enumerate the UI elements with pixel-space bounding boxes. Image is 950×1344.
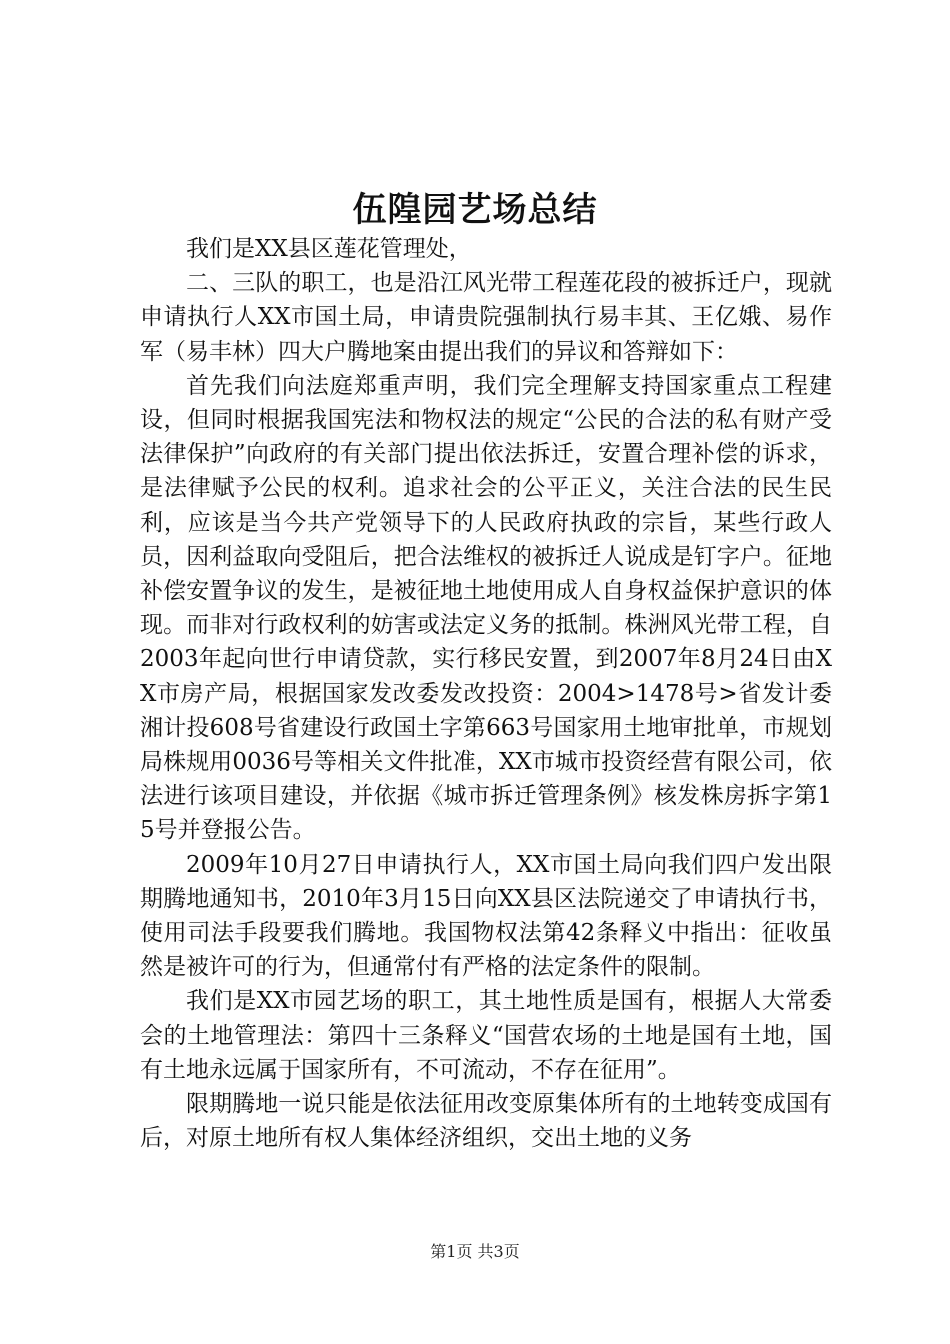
paragraph: 二、三队的职工，也是沿江风光带工程莲花段的被拆迁户，现就申请执行人XX市国土局，申请贵院强制执行易丰其、王亿娥、易作军（易丰林）四大户腾地案由提出我们的异议和答辩如下：: [140, 270, 832, 365]
document-body: [140, 232, 832, 1155]
paragraph: 首先我们向法庭郑重声明，我们完全理解支持国家重点工程建设，但同时根据我国宪法和物权法的规定“公民的合法的私有财产受法律保护”向政府的有关部门提出依法拆迁，安置合理补偿的诉求，是法律赋予公民的权利。追求社会的公平正义，关注合法的民生民利，应该是当今共产党领导下的人民政府执政的宗旨，某些行政人员，因利益取向受阻后，把合法维权的被拆迁人说成是钉字户。征地补偿安置争议的发生，是被征地土地使用成人自身权益保护意识的体现。而非对行政权利的妨害或法定义务的抵制。株洲风光带工程，自2003年起向世行申请贷款，实行移民安置，到2007年8月24日由XX市房产局，根据国家发改委发改投资：2004>1478号>省发计委湘计投608号省建设行政国土字第663号国家用土地审批单，市规划局株规用0036号等相关文件批准，XX市城市投资经营有限公司，依法进行该项目建设，并依据《城市拆迁管理条例》核发株房拆字第15号并登报公告。: [140, 372, 832, 844]
paragraph: 2009年10月27日申请执行人，XX市国土局向我们四户发出限期腾地通知书，2010年3月15日向XX县区法院递交了申请执行书，使用司法手段要我们腾地。我国物权法第42条释义中指出：征收虽然是被许可的行为，但通常付有严格的法定条件的限制。: [140, 851, 832, 981]
paragraph: 限期腾地一说只能是依法征用改变原集体所有的土地转变成国有后，对原土地所有权人集体经济组织，交出土地的义务: [140, 1091, 832, 1152]
paragraph: 我们是XX县区莲花管理处，: [186, 236, 472, 262]
document-title: 伍隍园艺场总结: [352, 190, 598, 230]
page-number-footer: 第1页 共3页: [430, 1242, 520, 1261]
paragraph: 我们是XX市园艺场的职工，其土地性质是国有，根据人大常委会的土地管理法：第四十三条释义“国营农场的土地是国有土地，国有土地永远属于国家所有，不可流动，不存在征用”。: [140, 988, 832, 1083]
